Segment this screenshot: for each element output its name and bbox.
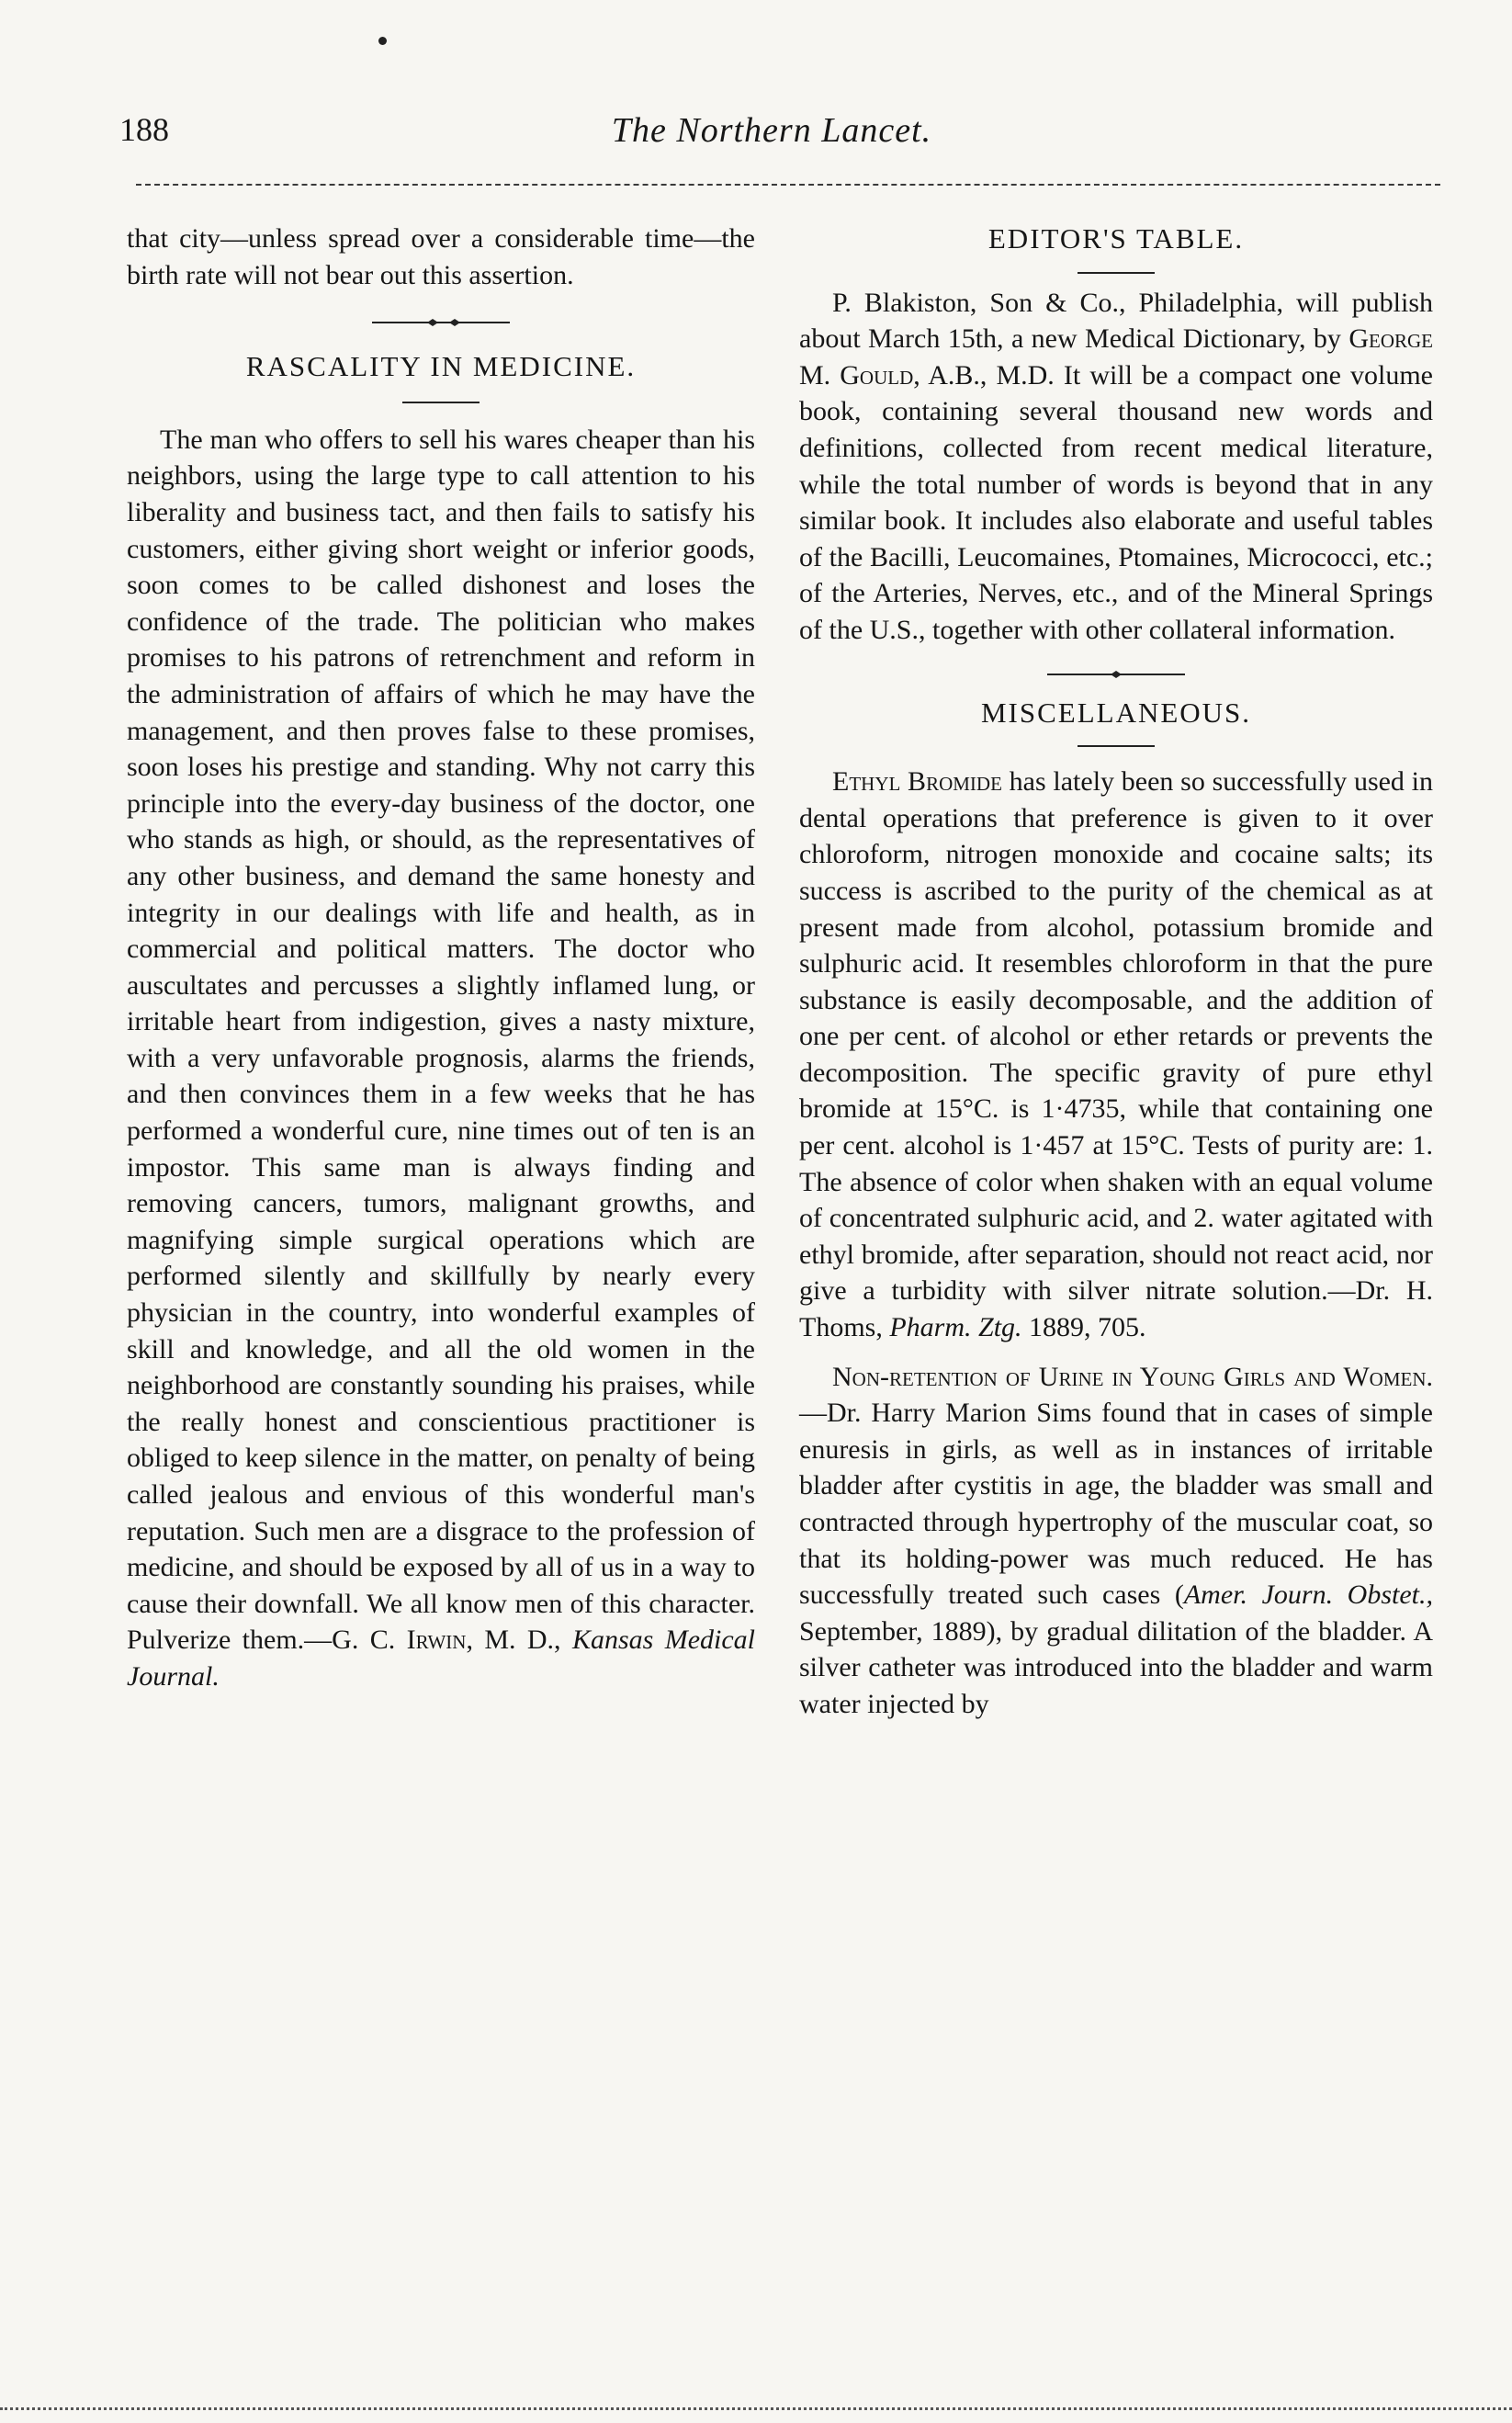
ethyl-bromide-heading: Ethyl Bromide [832, 766, 1002, 798]
right-column [799, 221, 1433, 1723]
title-rule [1078, 745, 1155, 747]
editor-text-a: P. Blakiston, Son & Co., Philadelphia, will publish about March 15th, a new Medical Dictionary, by [799, 287, 1433, 355]
non-retention-text-b: September, 1889), by gradual dilitation of the bladder. A silver catheter was introduced into the bladder and warm water injected by [799, 1615, 1433, 1719]
page-header [119, 110, 1433, 165]
section-ornament-divider [372, 317, 510, 328]
article-text: The man who offers to sell his wares cheaper than his neighbors, using the large type to call attention to his liberality and business tact, and then fails to satisfy his customers, either giving short weight or inferior goods, soon comes to be called dishonest and loses the confidence of the trade. The politician who makes promises to his patrons of retrenchment and reform in the administration of affairs of which he may have the management, and then proves false to these promises, soon loses his prestige and standing. Why not carry this principle into the every-day business of the doctor, one who stands as high, or should, as the representatives of any other business, and demand the same honesty and integrity in our dealings with life and health, as in commercial and political matters. The doctor who auscultates and percusses a slightly inflamed lung, or irritable heart from indigestion, gives a nasty mixture, with a very unfavorable prognosis, alarms the friends, and then convinces them in a few weeks that he has performed a wonderful cure, nine times out of ten is an impostor. This same man is always finding and removing cancers, tumors, malignant growths, and magnifying simple surgical operations which are performed silently and skillfully by nearly every physician in the country, into wonderful examples of skill and knowledge, and all the old women in the neighborhood are constantly sounding his praises, while the really honest and conscientious practitioner is obliged to keep silence in the matter, on penalty of being called jealous and envious of this wonderful man's reputation. Such men are a disgrace to the profession of medicine, and should be exposed by all of us in a way to cause their downfall. We all know men of this character. Pulverize them.— [127, 424, 755, 1656]
article-body-rascality [127, 422, 755, 1695]
ethyl-bromide-source-tail: 1889, 705. [1029, 1312, 1146, 1343]
page-number: 188 [119, 111, 169, 148]
ethyl-bromide-paragraph [799, 764, 1433, 1346]
dictionary-author: George M. Gould, [799, 323, 1433, 391]
ink-speck [378, 37, 387, 45]
title-rule [402, 402, 480, 403]
non-retention-paragraph [799, 1359, 1433, 1723]
non-retention-source: Amer. Journ. Obstet., [1183, 1579, 1433, 1611]
editors-table-paragraph [799, 285, 1433, 649]
source-citation: Kansas Medical Journal. [127, 1625, 755, 1692]
non-retention-heading: Non-retention of Urine in Young Girls and Women. [832, 1361, 1433, 1392]
scan-edge-noise [0, 2407, 1512, 2410]
title-rule [1078, 272, 1155, 274]
header-rule [136, 184, 1440, 186]
ethyl-bromide-source: Pharm. Ztg. [889, 1312, 1022, 1343]
section-title-miscellaneous: MISCELLANEOUS. [980, 696, 1252, 729]
section-title-editors-table: EDITOR'S TABLE. [987, 222, 1245, 255]
section-title-rascality: RASCALITY IN MEDICINE. [245, 350, 637, 383]
editor-text-b: A.B., M.D. It will be a compact one volume book, containing several thousand new words and definitions, collected from recent medical literature, while the total number of words is beyond that in any similar book. It includes also elaborate and useful tables of the Bacilli, Leucomaines, Ptomaines, Micrococci, etc.; of the Arteries, Nerves, etc., and of the Mineral Springs of the U.S., together with other collateral information. [799, 359, 1433, 645]
running-title: The Northern Lancet. [611, 111, 932, 150]
continuation-paragraph: that city—unless spread over a considerable time—the birth rate will not bear out this assertion. [127, 223, 755, 290]
author-signature: G. C. Irwin, M. D., [332, 1625, 561, 1656]
left-column [127, 221, 755, 1695]
non-retention-text-a: —Dr. Harry Marion Sims found that in cases of simple enuresis in girls, as well as in instances of irritable bladder after cystitis in age, the bladder was small and contracted through hypertrophy of the muscular coat, so that its holding-power was much reduced. He has successfully treated such cases ( [799, 1398, 1433, 1611]
ethyl-bromide-text: has lately been so successfully used in dental operations that preference is given to it over chloroform, nitrogen monoxide and cocaine salts; its success is ascribed to the purity of the chemical as at present made from alcohol, potassium bromide and sulphuric acid. It resembles chloroform in that the pure substance is easily decomposable, and the addition of one per cent. of alcohol or ether retards or prevents the decomposition. The specific gravity of pure ethyl bromide at 15°C. is 1·4735, while that containing one per cent. alcohol is 1·457 at 15°C. Tests of purity are: 1. The absence of color when shaken with an equal volume of concentrated sulphuric acid, and 2. water agitated with ethyl bromide, after separation, should not react acid, nor give a turbidity with silver nitrate solution.—Dr. H. Thoms, [799, 766, 1434, 1343]
section-ornament-divider [1047, 669, 1185, 680]
